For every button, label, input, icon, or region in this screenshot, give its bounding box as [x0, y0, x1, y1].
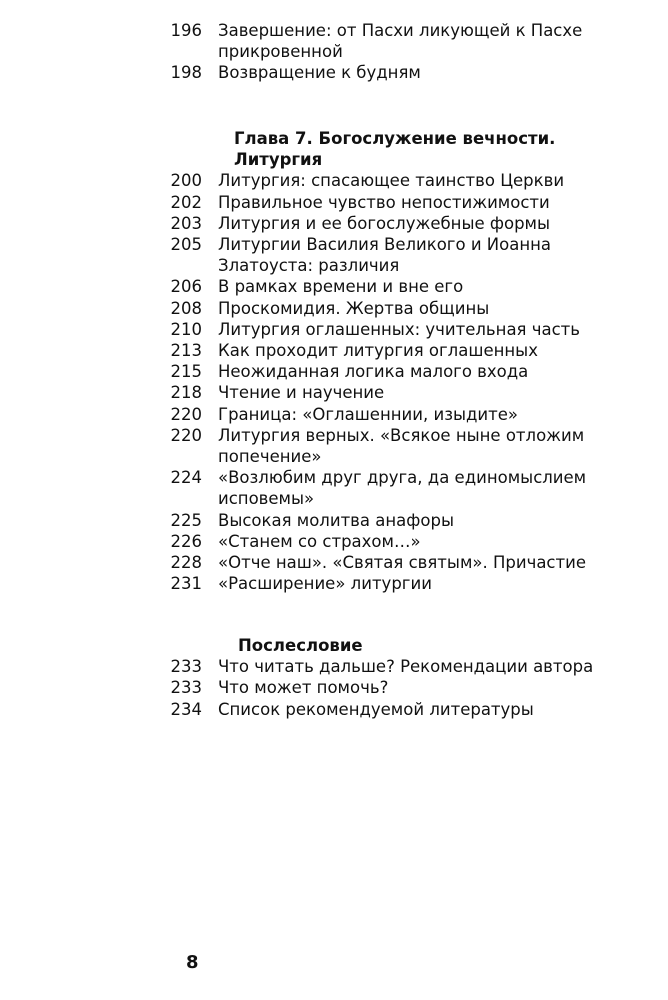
toc-entry — [0, 404, 668, 425]
page-number: 8 — [186, 952, 199, 973]
toc-entry — [0, 319, 668, 340]
toc-page-ref: 215 — [170, 362, 202, 382]
toc-entry — [0, 573, 668, 594]
toc-entry-title: Литургия верных. «Всякое ныне отложим попечение» — [218, 425, 585, 467]
toc-entry — [0, 192, 668, 213]
toc-page-ref: 225 — [170, 510, 202, 530]
toc-entry-title: «Станем со страхом…» — [218, 531, 421, 551]
toc-entry — [0, 361, 668, 382]
toc-page-ref: 226 — [170, 531, 202, 551]
toc-section-afterword — [0, 635, 668, 720]
toc-entry-title: Неожиданная логика малого входа — [218, 362, 529, 382]
toc-entry-title: Литургия оглашенных: учительная часть — [218, 319, 580, 339]
toc-entry-title: Список рекомендуемой литературы — [218, 699, 534, 719]
toc-entry — [0, 699, 668, 720]
toc-entry-title: Как проходит литургия оглашенных — [218, 341, 538, 361]
toc-entry — [0, 340, 668, 361]
toc-page-ref: 220 — [170, 404, 202, 424]
toc-entry — [0, 531, 668, 552]
toc-entry-title: Проскомидия. Жертва общины — [218, 298, 490, 318]
toc-entry — [0, 510, 668, 531]
toc-entry-title: Высокая молитва анафоры — [218, 510, 454, 530]
toc-entry-title: «Расширение» литургии — [218, 574, 432, 594]
toc-section-chapter-7 — [0, 128, 668, 594]
toc-entry — [0, 677, 668, 698]
toc-page-ref: 220 — [170, 425, 202, 445]
toc-page-ref: 213 — [170, 341, 202, 361]
toc-page-ref: 231 — [170, 574, 202, 594]
toc-page-ref: 200 — [170, 171, 202, 191]
toc-entry-title: «Отче наш». «Святая святым». Причастие — [218, 553, 586, 573]
toc-entry-title: Что читать дальше? Рекомендации автора — [218, 657, 594, 677]
toc-entry-title: Граница: «Оглашеннии, изыдите» — [218, 404, 518, 424]
toc-page-ref: 210 — [170, 319, 202, 339]
toc-page-ref: 203 — [170, 213, 202, 233]
toc-entry — [0, 467, 668, 509]
toc-entry-title: Чтение и научение — [218, 383, 385, 403]
toc-page-ref: 196 — [170, 21, 202, 40]
toc-entry-title: Литургия: спасающее таинство Церкви — [218, 171, 565, 191]
toc-entry — [0, 170, 668, 191]
toc-page-ref: 234 — [170, 699, 202, 719]
toc-entry — [0, 20, 668, 62]
toc-entry-title: Правильное чувство непостижимости — [218, 192, 550, 212]
toc-page-ref: 224 — [170, 468, 202, 488]
toc-entry — [0, 234, 668, 276]
toc-entry-title: «Возлюбим друг друга, да единомыслием исповемы» — [218, 468, 587, 509]
toc-page-ref: 206 — [170, 277, 202, 297]
toc-entry-title: Литургия и ее богослужебные формы — [218, 213, 551, 233]
toc-entry — [0, 298, 668, 319]
toc-entry — [0, 656, 668, 677]
toc-page-ref: 233 — [170, 678, 202, 698]
toc-section-continuation — [0, 20, 668, 84]
toc-entry — [0, 62, 668, 83]
toc-entry-title: Завершение: от Пасхи ликующей к Пасхе прикровенной — [218, 21, 583, 62]
toc-entry — [0, 276, 668, 297]
toc-entry — [0, 425, 668, 467]
toc-page-ref: 198 — [170, 63, 202, 83]
toc-page-ref: 202 — [170, 192, 202, 212]
toc-page-ref: 218 — [170, 383, 202, 403]
toc-entry-title: В рамках времени и вне его — [218, 277, 464, 297]
chapter-heading: Глава 7. Богослужение вечности. Литургия — [234, 129, 556, 170]
toc-entry — [0, 552, 668, 573]
toc-page-ref: 228 — [170, 553, 202, 573]
toc-entry-title: Возвращение к будням — [218, 63, 421, 83]
section-heading: Послесловие — [238, 636, 363, 655]
toc-page-ref: 208 — [170, 298, 202, 318]
toc-entry — [0, 213, 668, 234]
toc-entry-title: Что может помочь? — [218, 678, 389, 698]
toc-entry-title: Литургии Василия Великого и Иоанна Златоуста: различия — [218, 235, 552, 276]
toc-entry — [0, 382, 668, 403]
toc-page-ref: 233 — [170, 657, 202, 677]
toc-page-ref: 205 — [170, 235, 202, 255]
